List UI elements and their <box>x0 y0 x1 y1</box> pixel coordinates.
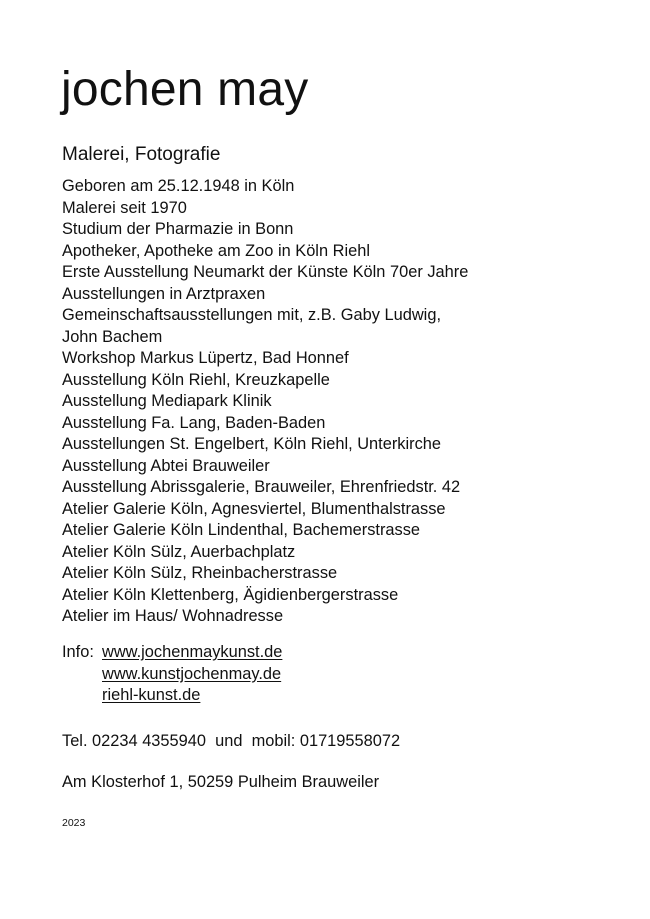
bio-line: Malerei seit 1970 <box>62 198 187 217</box>
subtitle-disciplines: Malerei, Fotografie <box>62 144 221 165</box>
website-link-jochenmaykunst[interactable]: www.jochenmaykunst.de <box>102 643 283 661</box>
website-link-riehl-kunst[interactable]: riehl-kunst.de <box>102 686 201 704</box>
bio-line: Ausstellung Abtei Brauweiler <box>62 456 270 475</box>
postal-address: Am Klosterhof 1, 50259 Pulheim Brauweiler <box>62 773 380 791</box>
bio-line: Ausstellung Mediapark Klinik <box>62 392 272 410</box>
bio-line: Gemeinschaftsausstellungen mit, z.B. Gaby Ludwig, <box>62 306 441 324</box>
artist-name-title: jochen may <box>61 63 309 116</box>
bio-line: Apotheker, Apotheke am Zoo in Köln Riehl <box>62 241 370 260</box>
bio-line: Ausstellung Köln Riehl, Kreuzkapelle <box>62 370 330 389</box>
bio-line: Ausstellungen St. Engelbert, Köln Riehl, Unterkirche <box>62 435 442 453</box>
phone-numbers: Tel. 02234 4355940 und mobil: 01719558072 <box>62 732 401 750</box>
bio-line: Atelier Köln Sülz, Rheinbacherstrasse <box>62 564 338 582</box>
info-label: Info: <box>62 643 94 661</box>
bio-line: Atelier Galerie Köln, Agnesviertel, Blumenthalstrasse <box>62 499 446 518</box>
biography-list <box>62 176 468 628</box>
bio-line: John Bachem <box>62 327 163 346</box>
footer-year: 2023 <box>62 817 86 829</box>
bio-line: Ausstellungen in Arztpraxen <box>62 284 266 303</box>
bio-line: Atelier im Haus/ Wohnadresse <box>62 607 284 625</box>
bio-line: Workshop Markus Lüpertz, Bad Honnef <box>62 349 349 367</box>
bio-line: Ausstellung Fa. Lang, Baden-Baden <box>62 413 326 432</box>
bio-line: Erste Ausstellung Neumarkt der Künste Köln 70er Jahre <box>62 263 469 281</box>
bio-line: Ausstellung Abrissgalerie, Brauweiler, Ehrenfriedstr. 42 <box>62 478 461 496</box>
bio-line: Atelier Galerie Köln Lindenthal, Bachemerstrasse <box>62 521 421 539</box>
website-link-kunstjochenmay[interactable]: www.kunstjochenmay.de <box>102 664 282 683</box>
bio-line: Atelier Köln Sülz, Auerbachplatz <box>62 542 296 561</box>
bio-line: Studium der Pharmazie in Bonn <box>62 220 294 238</box>
bio-line: Geboren am 25.12.1948 in Köln <box>62 177 295 195</box>
info-links-block <box>62 642 282 707</box>
bio-line: Atelier Köln Klettenberg, Ägidienbergerstrasse <box>62 585 399 604</box>
